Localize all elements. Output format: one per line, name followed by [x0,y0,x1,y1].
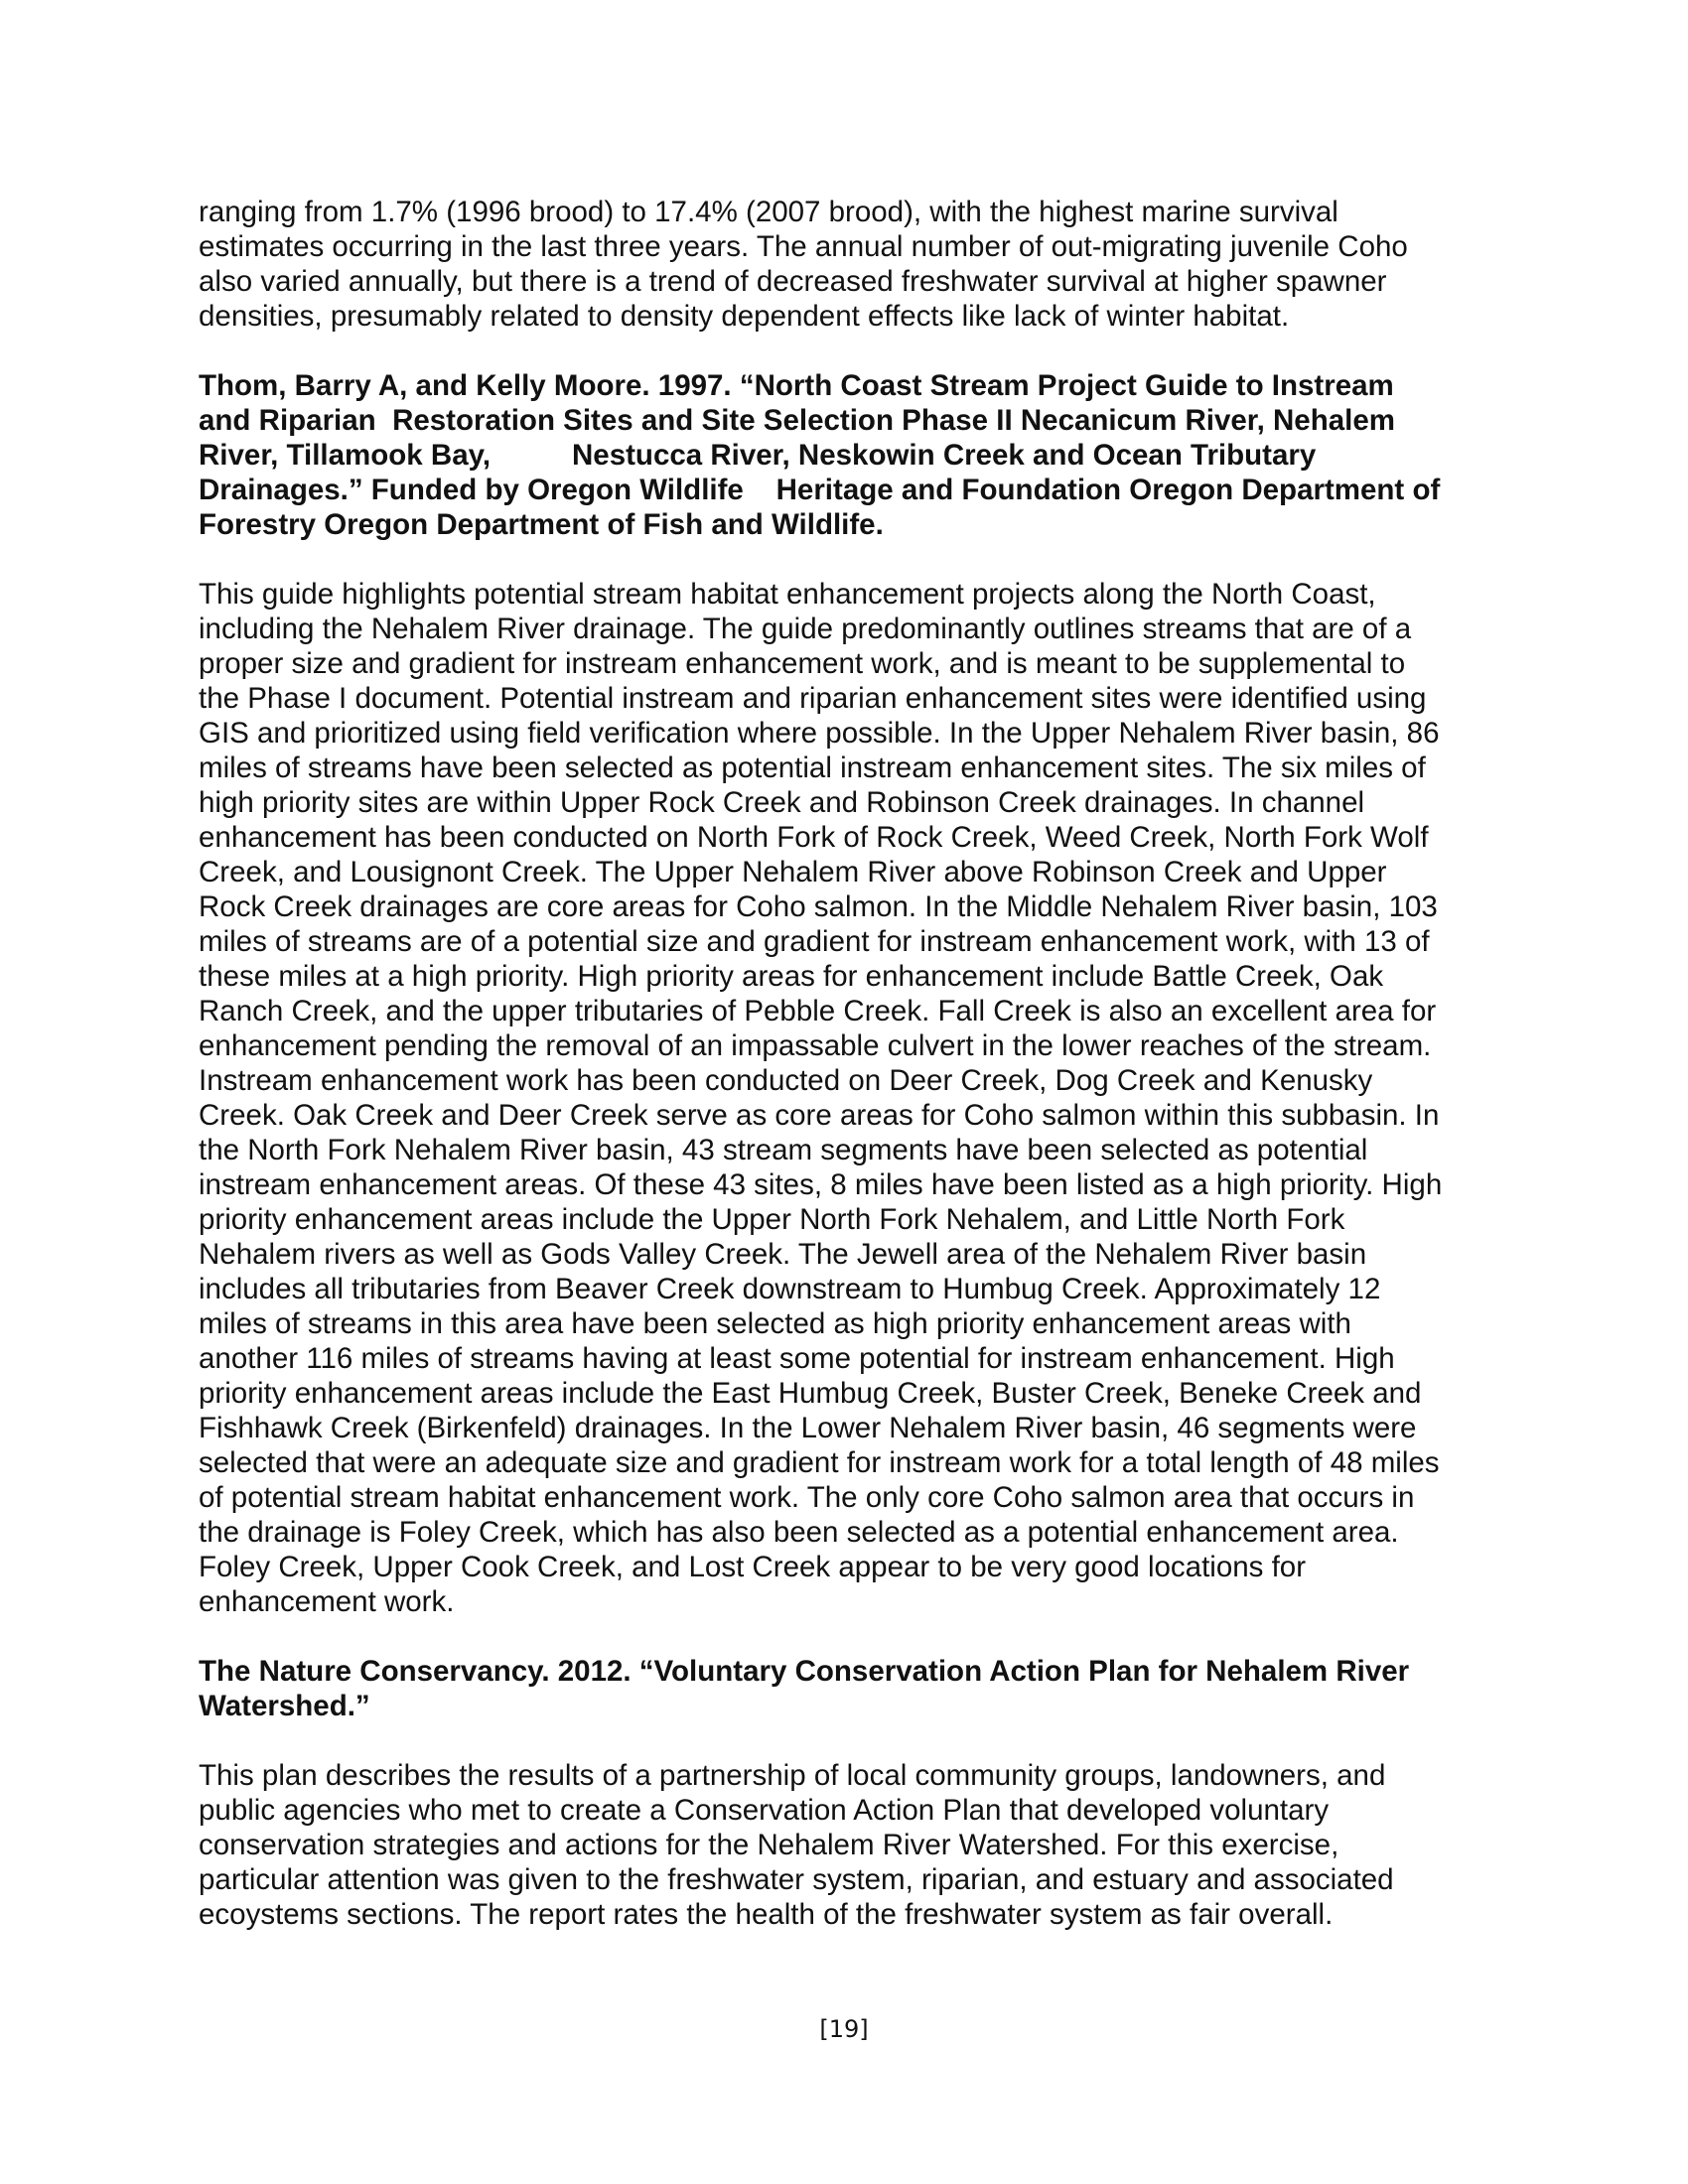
text-line: instream enhancement areas. Of these 43 sites, 8 miles have been listed as a high priority. High [199,1168,1443,1201]
text-line: Forestry Oregon Department of Fish and Wildlife. [199,508,884,541]
text-line: the drainage is Foley Creek, which has also been selected as a potential enhancement area. [199,1516,1399,1549]
spacer [199,1619,1499,1654]
text-line: Fishhawk Creek (Birkenfeld) drainages. In the Lower Nehalem River basin, 46 segments were [199,1412,1417,1444]
text-line: The Nature Conservancy. 2012. “Voluntary Conservation Action Plan for Nehalem River [199,1655,1410,1688]
text-line: enhancement work. [199,1585,455,1618]
intro-paragraph [199,195,1499,334]
text-line: ecoystems sections. The report rates the health of the freshwater system as fair overall. [199,1898,1334,1931]
text-line: the North Fork Nehalem River basin, 43 stream segments have been selected as potential [199,1134,1368,1166]
text-line: these miles at a high priority. High priority areas for enhancement include Battle Creek, Oak [199,960,1384,993]
spacer [199,334,1499,368]
text-line: proper size and gradient for instream enhancement work, and is meant to be supplemental to [199,647,1406,680]
reference-heading-thom-moore [199,368,1499,542]
text-line: Ranch Creek, and the upper tributaries of Pebble Creek. Fall Creek is also an excellent area for [199,995,1437,1027]
text-line: another 116 miles of streams having at least some potential for instream enhancement. High [199,1342,1395,1375]
text-line: also varied annually, but there is a trend of decreased freshwater survival at higher spawner [199,265,1387,298]
text-line: This guide highlights potential stream habitat enhancement projects along the North Coast, [199,578,1376,611]
reference-summary-thom-moore [199,577,1499,1619]
reference-summary-nature-conservancy [199,1758,1499,1932]
text-line: particular attention was given to the freshwater system, riparian, and estuary and associated [199,1863,1394,1896]
text-line: This plan describes the results of a partnership of local community groups, landowners, and [199,1759,1386,1792]
text-line: Creek. Oak Creek and Deer Creek serve as core areas for Coho salmon within this subbasin. In [199,1099,1440,1132]
spacer [199,542,1499,577]
document-page [199,195,1499,1932]
text-line: Nehalem rivers as well as Gods Valley Creek. The Jewell area of the Nehalem River basin [199,1238,1367,1271]
text-line: conservation strategies and actions for the Nehalem River Watershed. For this exercise, [199,1829,1339,1861]
text-line: Foley Creek, Upper Cook Creek, and Lost Creek appear to be very good locations for [199,1551,1307,1583]
text-line: miles of streams are of a potential size and gradient for instream enhancement work, with 13 of [199,925,1430,958]
text-line: Rock Creek drainages are core areas for Coho salmon. In the Middle Nehalem River basin, 103 [199,890,1438,923]
text-line: miles of streams have been selected as potential instream enhancement sites. The six miles of [199,751,1426,784]
text-line: Drainages.” Funded by Oregon Wildlife Heritage and Foundation Oregon Department of [199,474,1441,506]
text-line: Thom, Barry A, and Kelly Moore. 1997. “North Coast Stream Project Guide to Instream [199,369,1394,402]
text-line: miles of streams in this area have been selected as high priority enhancement areas with [199,1307,1351,1340]
text-line: enhancement has been conducted on North Fork of Rock Creek, Weed Creek, North Fork Wolf [199,821,1429,854]
text-line: Creek, and Lousignont Creek. The Upper Nehalem River above Robinson Creek and Upper [199,856,1387,888]
spacer [199,1723,1499,1758]
page-number: [19] [819,2015,869,2043]
text-line: public agencies who met to create a Conservation Action Plan that developed voluntary [199,1794,1330,1827]
text-line: including the Nehalem River drainage. The guide predominantly outlines streams that are of a [199,613,1412,645]
text-line: GIS and prioritized using field verification where possible. In the Upper Nehalem River basin, 86 [199,717,1440,750]
text-line: River, Tillamook Bay, Nestucca River, Neskowin Creek and Ocean Tributary [199,439,1317,472]
text-line: Watershed.” [199,1690,370,1722]
text-line: of potential stream habitat enhancement work. The only core Coho salmon area that occurs in [199,1481,1415,1514]
text-line: priority enhancement areas include the Upper North Fork Nehalem, and Little North Fork [199,1203,1345,1236]
reference-heading-nature-conservancy [199,1654,1499,1723]
text-line: priority enhancement areas include the East Humbug Creek, Buster Creek, Beneke Creek and [199,1377,1422,1410]
text-line: selected that were an adequate size and gradient for instream work for a total length of 48 miles [199,1446,1440,1479]
text-line: estimates occurring in the last three years. The annual number of out-migrating juvenile Coho [199,230,1408,263]
text-line: high priority sites are within Upper Rock Creek and Robinson Creek drainages. In channel [199,786,1365,819]
text-line: Instream enhancement work has been conducted on Deer Creek, Dog Creek and Kenusky [199,1064,1373,1097]
text-line: densities, presumably related to density dependent effects like lack of winter habitat. [199,300,1290,333]
text-line: and Riparian Restoration Sites and Site Selection Phase II Necanicum River, Nehalem [199,404,1395,437]
text-line: enhancement pending the removal of an impassable culvert in the lower reaches of the stream. [199,1029,1432,1062]
text-line: includes all tributaries from Beaver Creek downstream to Humbug Creek. Approximately 12 [199,1273,1381,1305]
text-line: ranging from 1.7% (1996 brood) to 17.4% (2007 brood), with the highest marine survival [199,196,1338,228]
text-line: the Phase I document. Potential instream and riparian enhancement sites were identified using [199,682,1427,715]
